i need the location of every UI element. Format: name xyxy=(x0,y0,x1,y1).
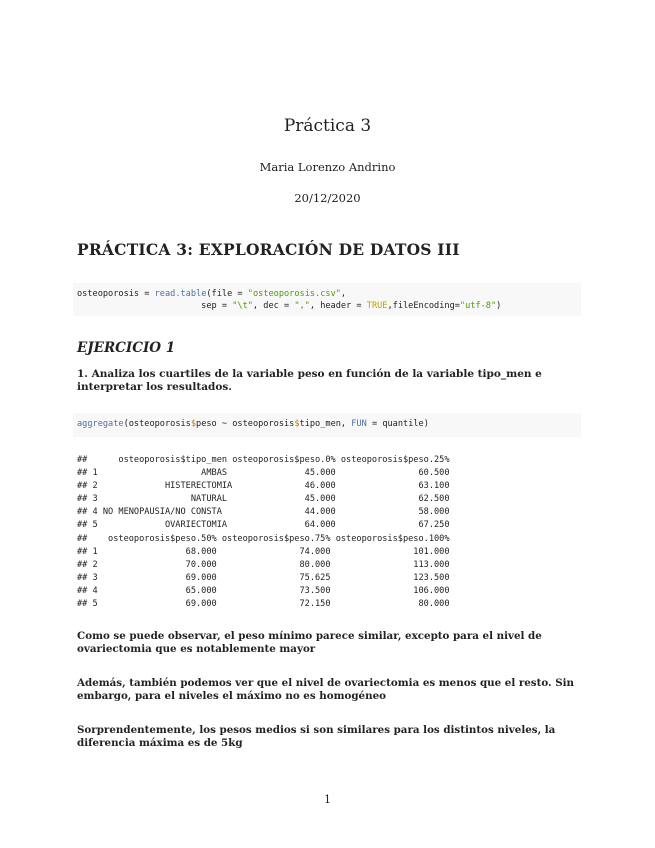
exercise-question: 1. Analiza los cuartiles de la variable peso en función de la variable tipo_men e interpretar los resultados. xyxy=(77,368,542,393)
code-encoding-label: ,fileEncoding= xyxy=(387,301,460,312)
document-date: 20/12/2020 xyxy=(294,191,361,205)
code-string-filename: "osteoporosis.csv" xyxy=(247,289,341,299)
interpretation-paragraph: Además, también podemos ver que el nivel de ovariectomia es menos que el resto. Sin embargo, para el niveles el máximo no es homogéneo xyxy=(77,677,575,702)
document-title: Práctica 3 xyxy=(283,116,372,136)
output-line: ## 5 69.000 72.150 80.000 xyxy=(77,599,450,610)
code-string-dec: "," xyxy=(294,301,310,312)
code-arg-1: (osteoporosis xyxy=(123,419,191,429)
code-comma: , xyxy=(340,289,347,299)
code-sep-label: sep = xyxy=(77,301,233,312)
code-arg-3: tipo_men, xyxy=(299,419,352,429)
page-number: 1 xyxy=(324,793,331,806)
code-var: osteoporosis xyxy=(77,289,140,299)
output-line: ## 2 HISTERECTOMIA 46.000 63.100 xyxy=(77,481,450,492)
code-close-paren: ) xyxy=(496,301,502,312)
code-header-label: , header = xyxy=(309,301,367,312)
output-line: ## 2 70.000 80.000 113.000 xyxy=(77,559,450,570)
code-dollar-2: $ xyxy=(294,419,300,429)
output-line: ## 3 69.000 75.625 123.500 xyxy=(77,572,450,583)
output-line: ## 5 OVARIECTOMIA 64.000 67.250 xyxy=(77,520,450,531)
code-dec-label: , dec = xyxy=(252,301,295,312)
output-line: ## 4 NO MENOPAUSIA/NO CONSTA 44.000 58.000 xyxy=(77,507,450,518)
code-dollar-1: $ xyxy=(190,419,197,429)
code-output xyxy=(77,454,582,611)
output-line: ## 3 NATURAL 45.000 62.500 xyxy=(77,494,450,505)
output-line: ## osteoporosis$peso.50% osteoporosis$peso.75% osteoporosis$peso.100% xyxy=(77,533,450,544)
code-arg-4: = quantile) xyxy=(366,419,429,429)
code-string-sep: "\t" xyxy=(232,301,253,312)
code-block-read-table xyxy=(73,283,581,316)
interpretation-paragraph: Sorprendentemente, los pesos medios si son similares para los distintos niveles, la diferencia máxima es de 5kg xyxy=(77,724,556,749)
document-author: Maria Lorenzo Andrino xyxy=(259,160,396,174)
code-string-encoding: "utf-8" xyxy=(459,301,497,312)
code-function-aggregate: aggregate xyxy=(77,419,124,429)
output-line: ## 1 68.000 74.000 101.000 xyxy=(77,546,450,557)
output-line: ## osteoporosis$tipo_men osteoporosis$peso.0% osteoporosis$peso.25% xyxy=(77,455,450,465)
output-line: ## 4 65.000 73.500 106.000 xyxy=(77,585,450,596)
exercise-heading: EJERCICIO 1 xyxy=(77,340,176,356)
code-block-aggregate xyxy=(73,413,581,437)
code-fun-keyword: FUN xyxy=(351,419,367,429)
section-heading: PRÁCTICA 3: EXPLORACIÓN DE DATOS III xyxy=(77,240,460,259)
code-keyword-true: TRUE xyxy=(366,301,388,312)
code-args: (file = xyxy=(206,289,248,299)
code-arg-2: peso ~ osteoporosis xyxy=(196,419,295,429)
code-function-read-table: read.table xyxy=(154,289,207,299)
output-line: ## 1 AMBAS 45.000 60.500 xyxy=(77,468,450,479)
code-assign: = xyxy=(139,289,155,299)
interpretation-paragraph: Como se puede observar, el peso mínimo parece similar, excepto para el nivel de ovariectomia que es notablemente mayor xyxy=(77,630,542,655)
